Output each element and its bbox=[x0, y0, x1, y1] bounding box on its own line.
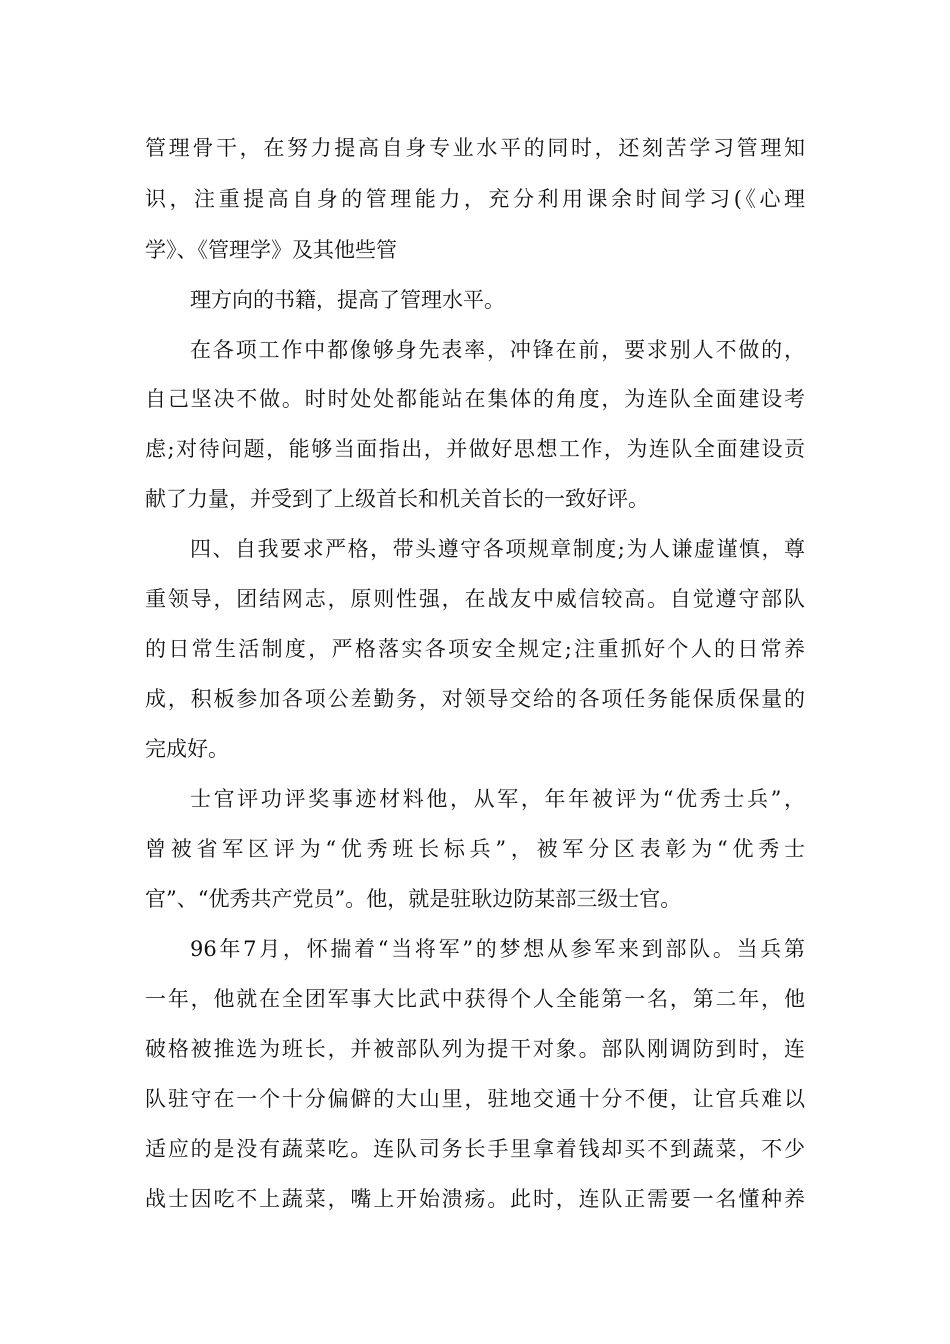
text-line: 官”、“优秀共产党员”。他，就是驻耿边防某部三级士官。 bbox=[145, 887, 682, 911]
text-line: 管理骨干，在努力提高自身专业水平的同时，还刻苦学习管理知 bbox=[145, 136, 805, 160]
text-line: 虑;对待问题，能够当面指出，并做好思想工作，为连队全面建设贡 bbox=[145, 437, 805, 461]
text-line: 重领导，团结网志，原则性强，在战友中威信较高。自觉遵守部队 bbox=[145, 587, 805, 611]
text-line: 在各项工作中都像够身先表率，冲锋在前，要求别人不做的， bbox=[190, 338, 805, 362]
text-line: 战士因吃不上蔬菜，嘴上开始溃疡。此时，连队正需要一名懂种养 bbox=[145, 1187, 805, 1211]
text-line: 成，积板参加各项公差勤务，对领导交给的各项任务能保质保量的 bbox=[145, 687, 805, 711]
text-line: 破格被推选为班长，并被部队列为提干对象。部队刚调防到时，连 bbox=[145, 1037, 805, 1061]
text-line: 理方向的书籍，提高了管理水平。 bbox=[190, 288, 505, 312]
text-line: 四、自我要求严格，带头遵守各项规章制度;为人谦虚谨慎，尊 bbox=[190, 537, 805, 561]
text-line: 一年，他就在全团军事大比武中获得个人全能第一名，第二年，他 bbox=[145, 987, 805, 1011]
text-line: 自己坚决不做。时时处处都能站在集体的角度，为连队全面建设考 bbox=[145, 387, 805, 411]
text-line: 完成好。 bbox=[145, 737, 229, 761]
text-line: 识，注重提高自身的管理能力，充分利用课余时间学习(《心理 bbox=[145, 187, 805, 211]
text-line: 学》、《管理学》及其他些管 bbox=[145, 238, 397, 262]
text-line: 献了力量，并受到了上级首长和机关首长的一致好评。 bbox=[145, 487, 649, 511]
text-line: 士官评功评奖事迹材料他，从军，年年被评为“优秀士兵”， bbox=[190, 787, 805, 811]
text-line: 96年7月，怀揣着“当将军”的梦想从参军来到部队。当兵第 bbox=[190, 937, 805, 961]
text-line: 的日常生活制度，严格落实各项安全规定;注重抓好个人的日常养 bbox=[145, 637, 805, 661]
text-line: 曾被省军区评为“优秀班长标兵”，被军分区表彰为“优秀士 bbox=[145, 837, 805, 861]
text-line: 适应的是没有蔬菜吃。连队司务长手里拿着钱却买不到蔬菜，不少 bbox=[145, 1137, 805, 1161]
text-line: 队驻守在一个十分偏僻的大山里，驻地交通十分不便，让官兵难以 bbox=[145, 1087, 805, 1111]
